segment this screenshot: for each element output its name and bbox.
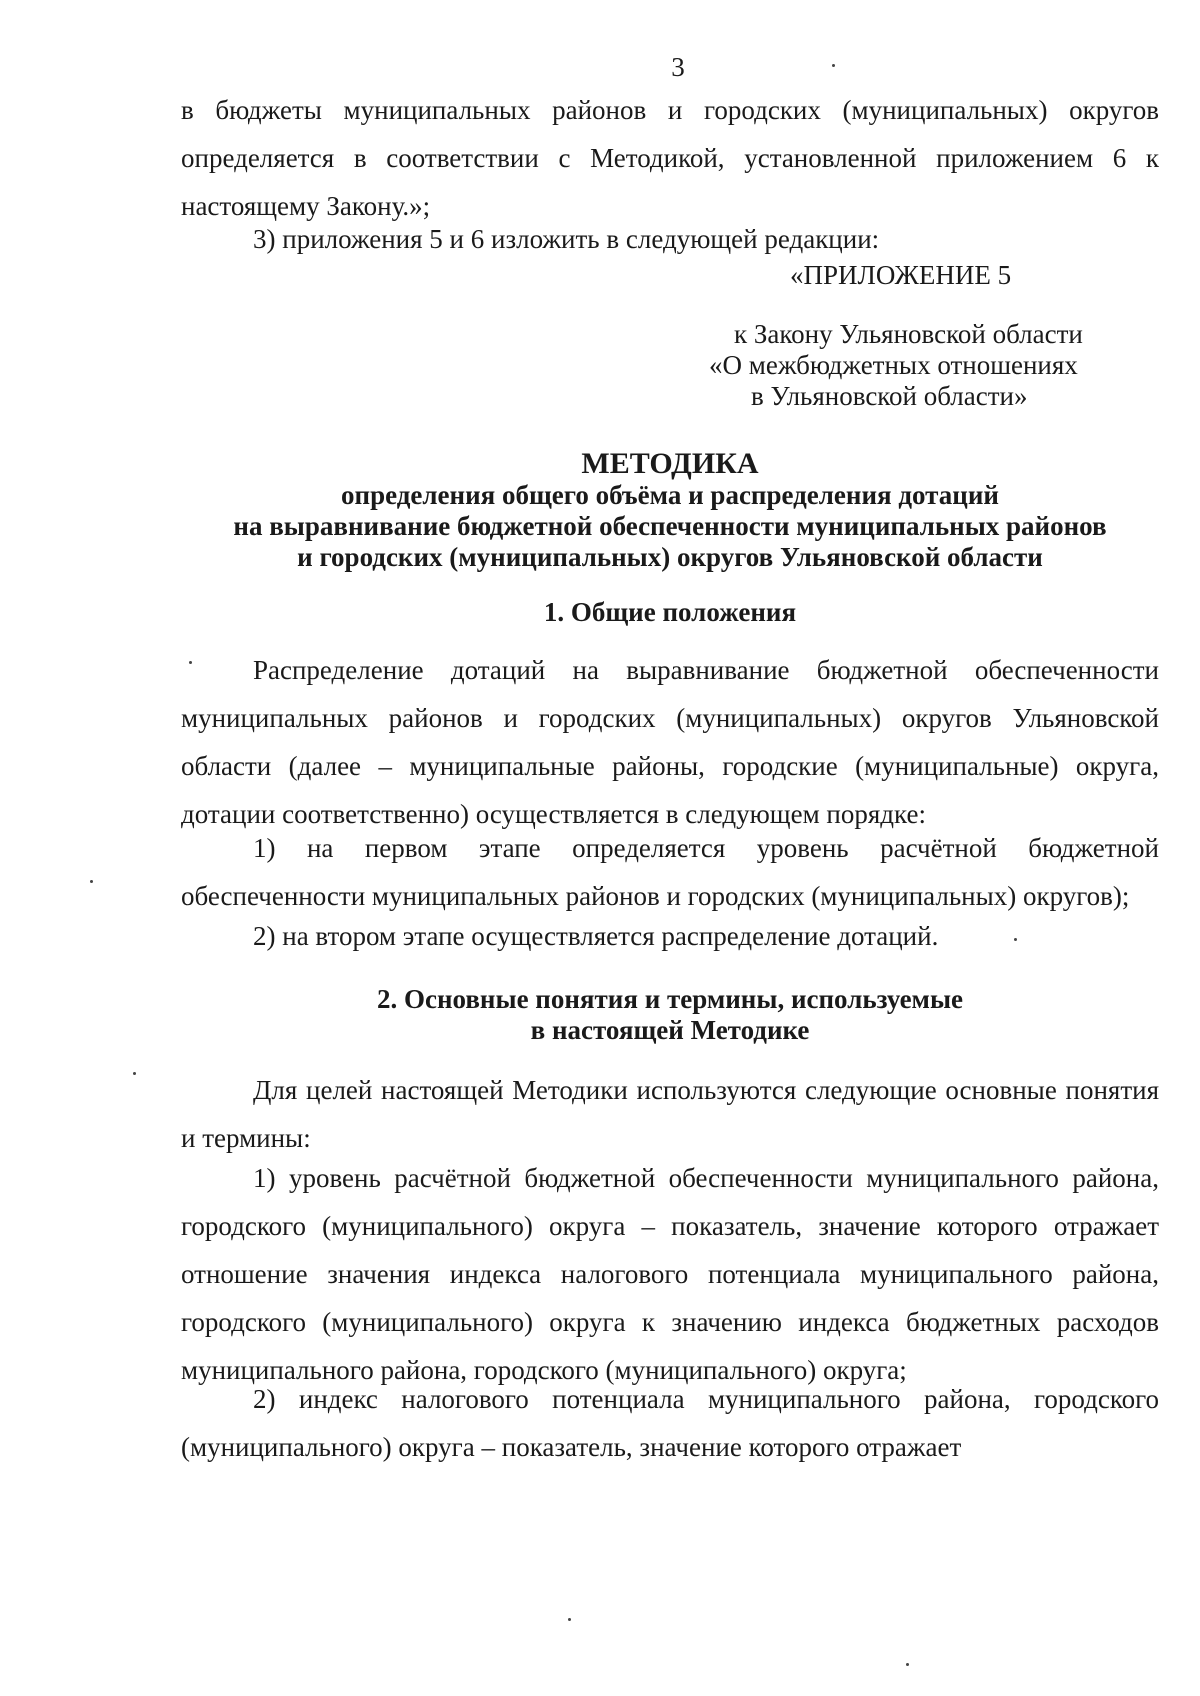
section-2-heading-line-1: 2. Основные понятия и термины, используемые (376, 984, 964, 1014)
document-subtitle-3: и городских (муниципальных) округов Ульяновской области (297, 542, 1043, 572)
scan-speck (906, 1663, 909, 1666)
document-subtitle-2: на выравнивание бюджетной обеспеченности муниципальных районов (233, 511, 1107, 541)
scan-speck (568, 1618, 571, 1621)
scan-speck (189, 661, 192, 664)
section-2-item-2: 2) индекс налогового потенциала муниципального района, городского (муниципального) округа – показатель, значение которого отражает (181, 1384, 1159, 1462)
document-subtitle-1: определения общего объёма и распределения дотаций (341, 480, 999, 510)
document-title: МЕТОДИКА (581, 447, 759, 480)
appendix-label: «ПРИЛОЖЕНИЕ 5 (790, 260, 1012, 290)
section-1-paragraph: Распределение дотаций на выравнивание бюджетной обеспеченности муниципальных районов и городских (муниципальных) округов Ульяновской области (далее – муниципальные районы, городские (муниципальные) округа, дотации соответственно) осуществляется в следующем порядке: (181, 655, 1159, 829)
appendix-line-1: к Закону Ульяновской области (734, 319, 1083, 349)
section-2-heading-line-2: в настоящей Методике (530, 1015, 810, 1045)
scan-speck (90, 880, 93, 883)
appendix-line-3: в Ульяновской области» (751, 381, 1028, 411)
intro-item-3: 3) приложения 5 и 6 изложить в следующей редакции: (253, 224, 880, 254)
appendix-line-2: «О межбюджетных отношениях (709, 350, 1078, 380)
section-1-item-2: 2) на втором этапе осуществляется распределение дотаций. (253, 921, 939, 951)
scan-speck (133, 1072, 136, 1075)
scan-speck (832, 64, 835, 67)
page-number: 3 (671, 52, 685, 82)
section-1-heading: 1. Общие положения (543, 597, 797, 627)
section-1-item-1: 1) на первом этапе определяется уровень расчётной бюджетной обеспеченности муниципальных районов и городских (муниципальных) округов); (181, 833, 1159, 911)
intro-paragraph: в бюджеты муниципальных районов и городских (муниципальных) округов определяется в соответствии с Методикой, установленной приложением 6 к настоящему Закону.»; (181, 95, 1159, 221)
section-2-item-1: 1) уровень расчётной бюджетной обеспеченности муниципального района, городского (муниципального) округа – показатель, значение которого отражает отношение значения индекса налогового потенциала муниципального района, городского (муниципального) округа к значению индекса бюджетных расходов муниципального района, городского (муниципального) округа; (181, 1163, 1159, 1385)
scan-speck (1014, 938, 1017, 941)
section-2-paragraph: Для целей настоящей Методики используются следующие основные понятия и термины: (181, 1075, 1159, 1153)
